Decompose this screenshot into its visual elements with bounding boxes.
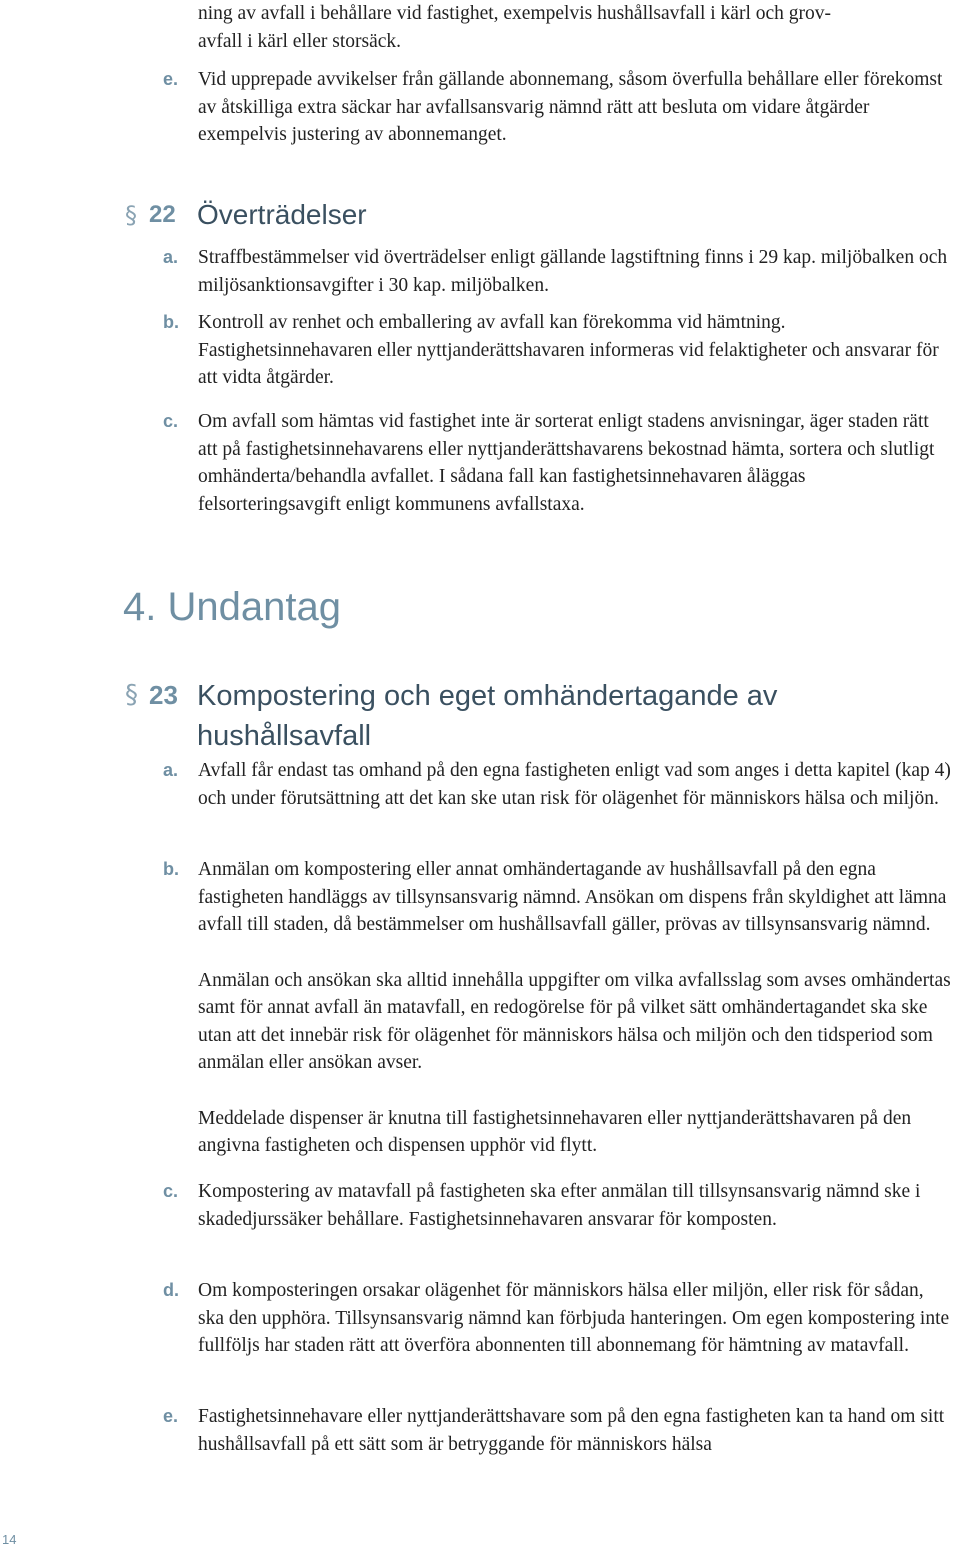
section-symbol: § (125, 680, 138, 710)
list-item (163, 856, 953, 1160)
list-marker: d. (163, 1280, 179, 1300)
item-paragraph: Meddelade dispenser är knutna till fastighetsinnehavaren eller nyttjanderättshavaren på den angivna fastigheten och dispensen upphör vid flytt. (198, 1107, 912, 1156)
section-title: Överträdelser (197, 199, 367, 230)
item-paragraph: Anmälan om kompostering eller annat omhändertagande av hushållsavfall på den egna fastigheten handläggs av tillsynsansvarig nämnd. Ansökan om dispens från skyldighet att lämna avfall till staden, då bestämmelser om hushållsavfall gäller, prövas av tillsynsansvarig nämnd. (198, 859, 947, 935)
page-number: 14 (2, 1532, 17, 1547)
list-marker: e. (163, 69, 179, 89)
item-paragraph: Fastighetsinnehavare eller nyttjanderättshavare som på den egna fastigheten kan ta hand om sitt hushållsavfall på ett sätt som är betryggande för människors hälsa (198, 1406, 945, 1455)
item-paragraph: Kontroll av renhet och emballering av avfall kan förekomma vid hämtning. Fastighetsinnehavaren eller nyttjanderättshavaren informeras vid felaktigheter och ansvarar för att vidta åtgärder. (198, 312, 939, 388)
list-item (163, 66, 953, 149)
list-marker: a. (163, 247, 179, 267)
list-marker: b. (163, 312, 179, 332)
list-item (163, 408, 953, 518)
section-title-line: hushållsavfall (197, 720, 372, 752)
list-marker: c. (163, 1181, 179, 1201)
section-heading-23 (125, 676, 945, 756)
section-heading-22 (125, 198, 945, 232)
section-number: 23 (149, 680, 178, 710)
item-paragraph: Avfall får endast tas omhand på den egna fastigheten enligt vad som anges i detta kapitel (kap 4) och under förutsättning att det kan ske utan risk för olägenhet för människors hälsa och miljön. (198, 760, 951, 809)
list-item (163, 1403, 953, 1458)
list-marker: e. (163, 1406, 179, 1426)
item-paragraph: Kompostering av matavfall på fastigheten ska efter anmälan till tillsynsansvarig nämnd ske i skadedjurssäker behållare. Fastighetsinnehavaren ansvarar för komposten. (198, 1181, 921, 1230)
item-paragraph: Om komposteringen orsakar olägenhet för människors hälsa eller miljön, eller risk för sådan, ska den upphöra. Tillsynsansvarig nämnd kan förbjuda hanteringen. Om egen kompostering inte fullföljs har staden rätt att överföra abonnenten till abonnemang för hämtning av matavfall. (198, 1280, 950, 1356)
list-marker: a. (163, 760, 179, 780)
continuation-line: ning av avfall i behållare vid fastighet, exempelvis hushållsavfall i kärl och grov- (198, 3, 832, 24)
list-item (163, 244, 953, 299)
section-title-line: Kompostering och eget omhändertagande av (197, 680, 778, 712)
list-marker: b. (163, 859, 179, 879)
item-paragraph: Anmälan och ansökan ska alltid innehålla uppgifter om vilka avfallsslag som avses omhändertas samt för annat avfall än matavfall, en redogörelse för på vilket sätt omhändertagandet ska ske utan att det innebär risk för olägenhet för människors hälsa och miljön och den tidsperiod som anmälan eller ansökan avser. (198, 969, 951, 1073)
continuation-line: avfall i kärl eller storsäck. (198, 30, 402, 52)
list-item (163, 757, 953, 812)
list-item (163, 1178, 953, 1233)
list-marker: c. (163, 411, 179, 431)
item-paragraph: Om avfall som hämtas vid fastighet inte är sorterat enligt stadens anvisningar, äger staden rätt att på fastighetsinnehavarens eller nyttjanderättshavarens bekostnad hämta, sortera och slutligt omhänderta/behandla avfallet. I sådana fall kan fastighetsinnehavaren åläggas felsorteringsavgift enligt kommunens avfallstaxa. (198, 411, 935, 515)
list-item (163, 1277, 953, 1360)
list-item (163, 309, 953, 392)
continuation-text (198, 0, 953, 55)
section-title (197, 676, 897, 756)
section-symbol: § (125, 201, 137, 229)
chapter-heading: 4. Undantag (123, 585, 341, 629)
item-paragraph: Vid upprepade avvikelser från gällande abonnemang, såsom överfulla behållare eller förekomst av åtskilliga extra säckar har avfallsansvarig nämnd rätt att besluta om vidare åtgärder exempelvis justering av abonnemanget. (198, 69, 943, 145)
item-paragraph: Straffbestämmelser vid överträdelser enligt gällande lagstiftning finns i 29 kap. miljöbalken och miljösanktionsavgifter i 30 kap. miljöbalken. (198, 247, 948, 296)
section-number: 22 (149, 201, 176, 228)
